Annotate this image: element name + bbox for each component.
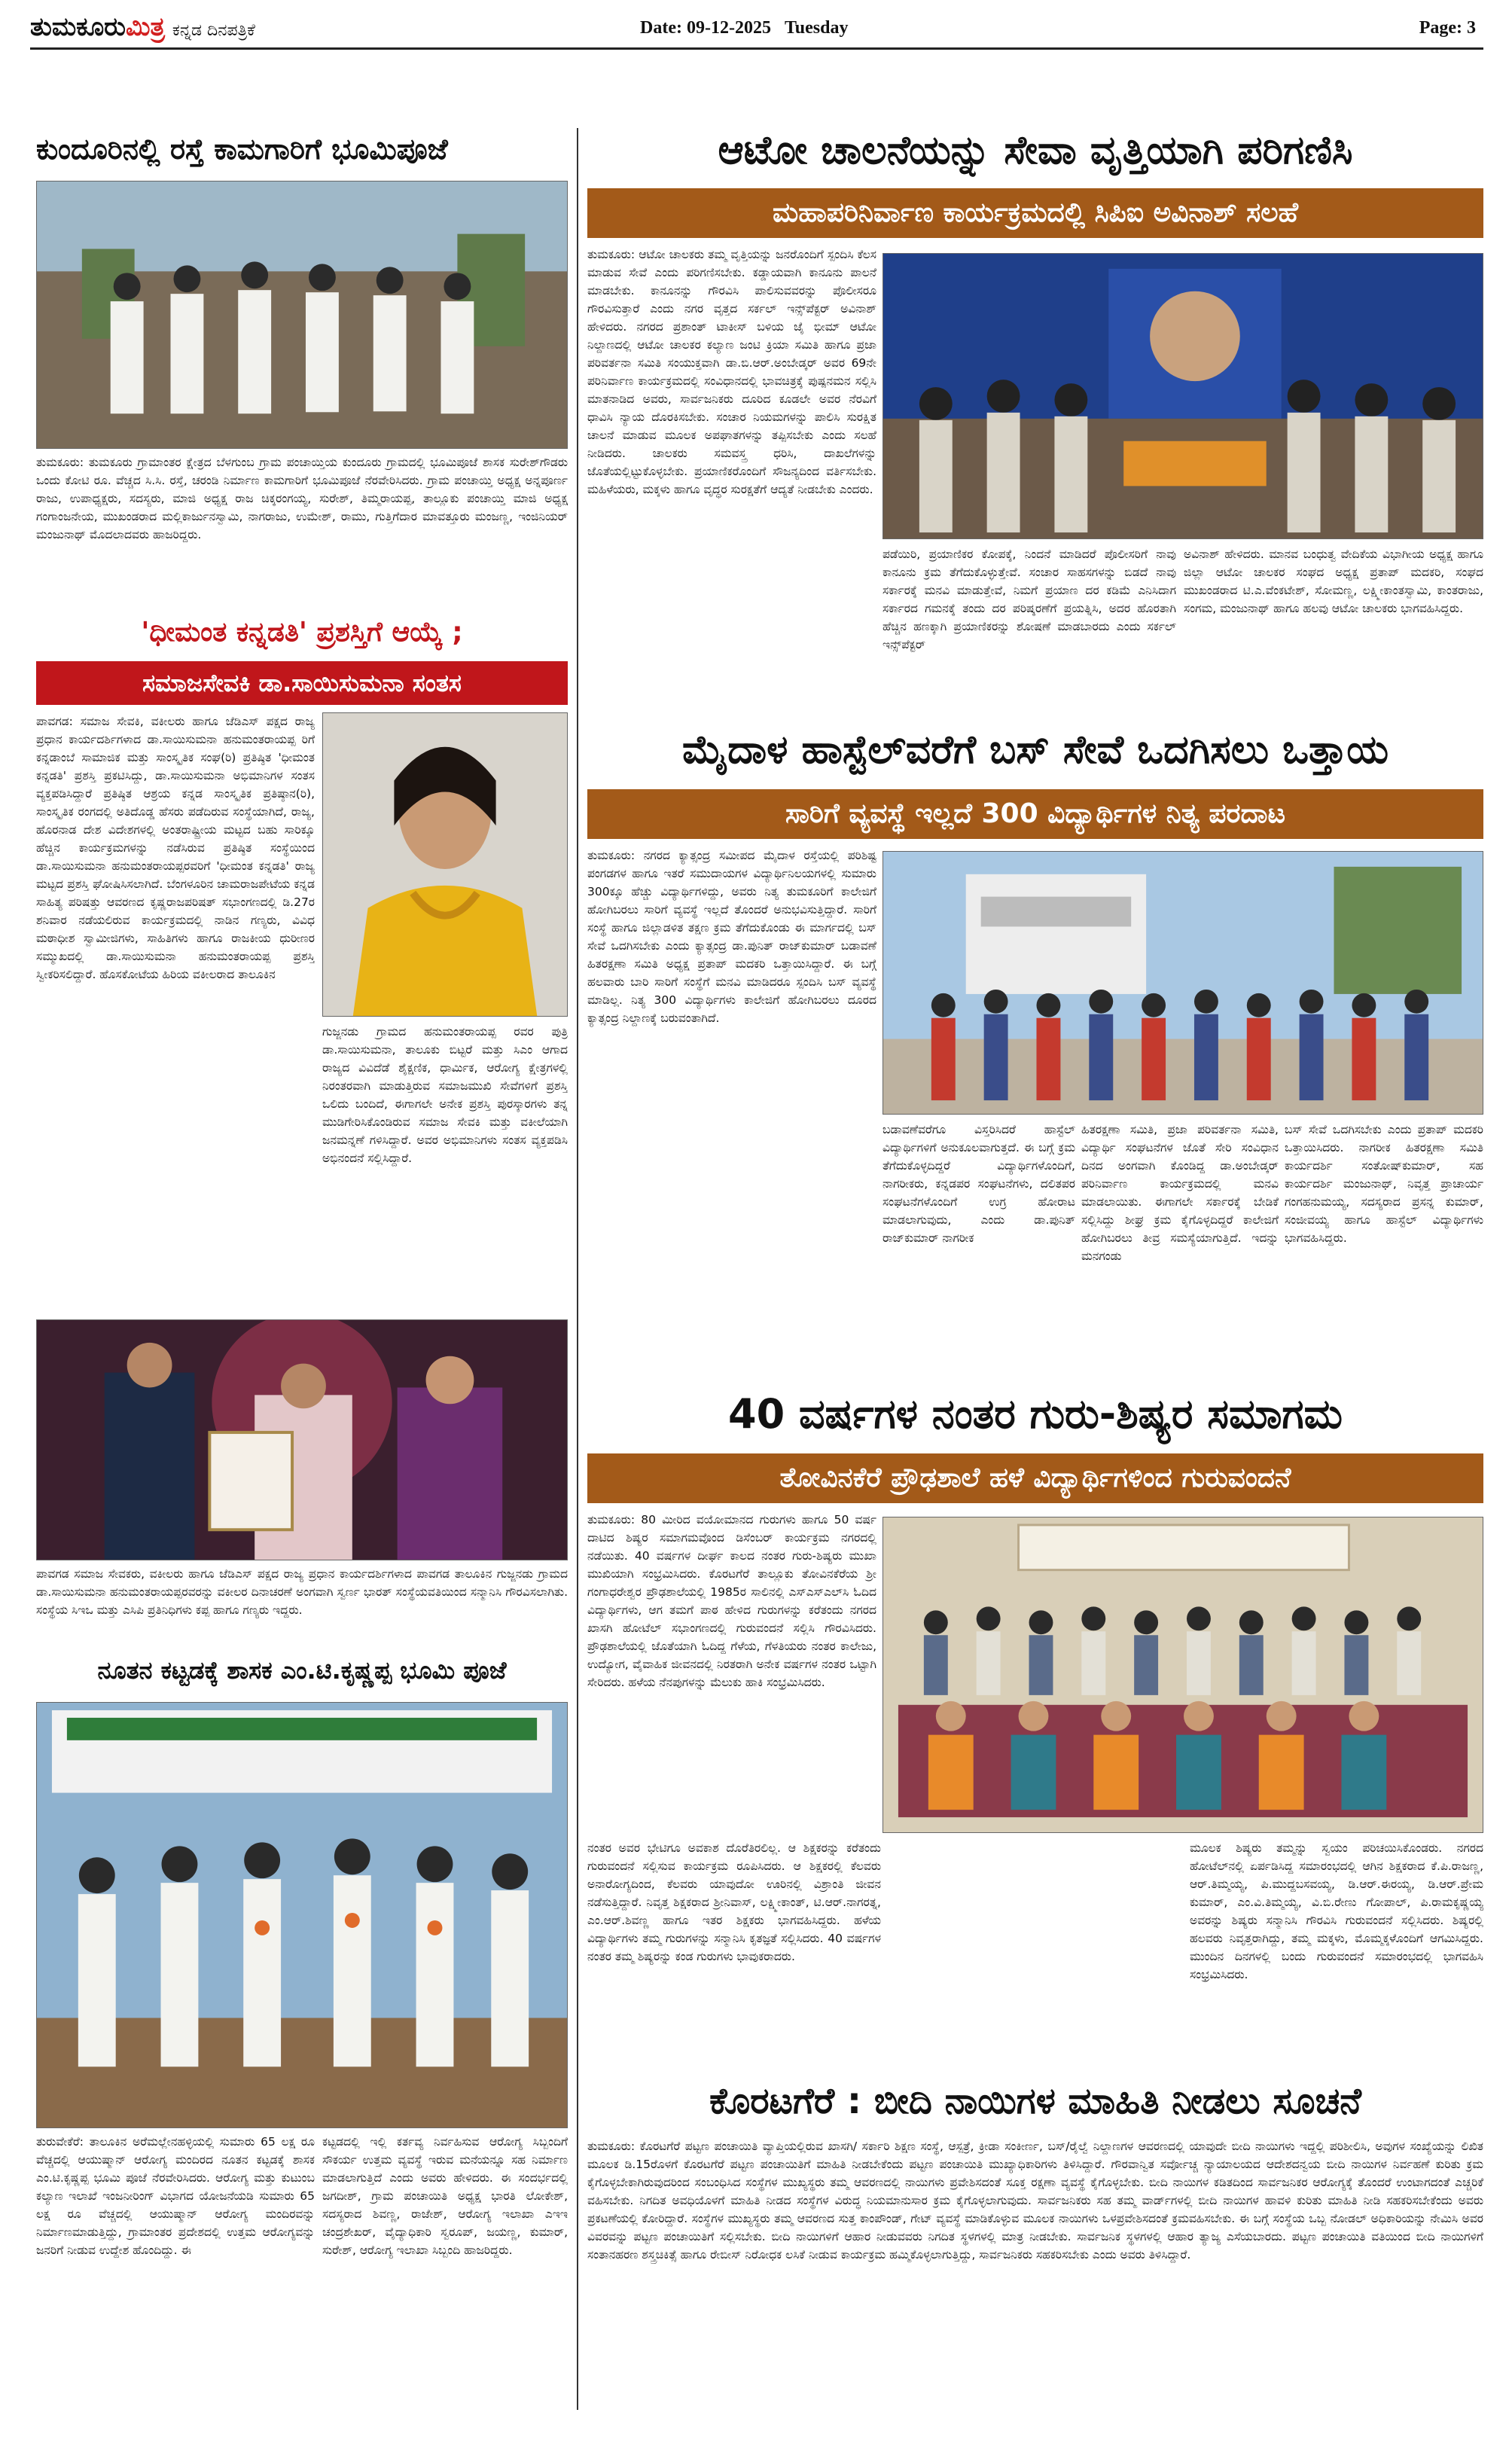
photo-teacher-reunion xyxy=(883,1517,1483,1833)
subhead-award: ಸಮಾಜಸೇವಕಿ ಡಾ.ಸಾಯಿಸುಮನಾ ಸಂತಸ xyxy=(36,661,568,705)
newspaper-logo: ತುಮಕೂರುಮಿತ್ರ ಕನ್ನಡ ದಿನಪತ್ರಿಕೆ xyxy=(30,12,255,42)
issue-date: Date: 09-12-2025 Tuesday xyxy=(640,18,849,38)
article-auto-body-b2: ಅವಿನಾಶ್ ಹೇಳಿದರು. ಮಾನವ ಬಂಧುತ್ವ ವೇದಿಕೆಯ ವಿಭಾಗೀಯ ಅಧ್ಯಕ್ಷ ಹಾಗೂ ಜಿಲ್ಲಾ ಆಟೋ ಚಾಲಕರ ಸಂಘದ ಅಧ್ಯಕ್ಷ ಪ್ರತಾಪ್ ಮದಕರಿ, ಸಂಘದ ಮುಖಂಡರಾದ ಟಿ.ಎ.ವೆಂಕಟೇಶ್, ಸೋಮಣ್ಣ, ಲಕ್ಷ್ಮೀಕಾಂತಸ್ವಾಮಿ, ಕಾಂತರಾಜು, ಸಂಗಮ, ಮಂಜುನಾಥ್ ಹಾಗೂ ಹಲವು ಆಟೋ ಚಾಲಕರು ಭಾಗವಹಿಸಿದ್ದರು. xyxy=(1184,547,1483,615)
article-award-body-right: ಗುಜ್ಜನಡು ಗ್ರಾಮದ ಹನುಮಂತರಾಯಪ್ಪ ರವರ ಪುತ್ರಿ ಡಾ.ಸಾಯಿಸುಮನಾ, ತಾಲೂಕು ಬಿಟ್ಟರೆ ಮತ್ತು ಸಿಎಂ ಆಗಾದ ರಾಜ್ಯದ ವಿವಿದೆಡೆ ಶೈಕ್ಷಣಿಕ, ಧಾರ್ಮಿಕ, ಆರೋಗ್ಯ ಕ್ಷೇತ್ರಗಳಲ್ಲಿ ನಿರಂತರವಾಗಿ ಮಾಡುತ್ತಿರುವ ಸಮಾಜಮುಖಿ ಸೇವೆಗಳಿಗೆ ಪ್ರಶಸ್ತಿ ಒಲಿದು ಬಂದಿದೆ, ಈಗಾಗಲೇ ಅನೇಕ ಪ್ರಶಸ್ತಿ ಪುರಸ್ಕಾರಗಳು ತನ್ನ ಮುಡಿಗೇರಿಸಿಕೊಂಡಿರುವ ಸಮಾಜ ಸೇವಕಿ ಮತ್ತು ವಕೀಲೆಯಾಗಿ ಜನಮನ್ನಣೆ ಗಳಿಸಿದ್ದಾರೆ. ಅವರ ಅಭಿಮಾನಿಗಳು ಸಂತಸ ವ್ಯಕ್ತಪಡಿಸಿ ಅಭಿನಂದನೆ ಸಲ್ಲಿಸಿದ್ದಾರೆ. xyxy=(322,1025,568,1165)
subhead-reunion: ತೋವಿನಕೆರೆ ಪ್ರೌಢಶಾಲೆ ಹಳೆ ವಿದ್ಯಾರ್ಥಿಗಳಿಂದ ಗುರುವಂದನೆ xyxy=(587,1453,1483,1503)
article-award-body-left: ಪಾವಗಡ: ಸಮಾಜ ಸೇವಕಿ, ವಕೀಲರು ಹಾಗೂ ಜೆಡಿಎಸ್ ಪಕ್ಷದ ರಾಜ್ಯ ಪ್ರಧಾನ ಕಾರ್ಯದರ್ಶಿಗಳಾದ ಡಾ.ಸಾಯಿಸುಮನಾ ಹನುಮಂತರಾಯಪ್ಪ ರಿಗೆ ಕನ್ನಡಾಂಬೆ ಸಾಮಾಜಿಕ ಮತ್ತು ಸಾಂಸ್ಕೃತಿಕ ಸಂಘ(ರಿ) ಪ್ರತಿಷ್ಠಿತ 'ಧೀಮಂತ ಕನ್ನಡತಿ' ಪ್ರಶಸ್ತಿ ಪ್ರಕಟಿಸಿದ್ದು, ಡಾ.ಸಾಯಿಸುಮನಾ ಅಭಿಮಾನಿಗಳ ಸಂತಸ ವ್ಯಕ್ತಪಡಿಸಿದ್ದಾರೆ ಪ್ರತಿಷ್ಠಿತ ಆಶ್ರಯ ಕನ್ನಡ ಸಾಂಸ್ಕೃತಿಕ ಪ್ರತಿಷ್ಠಾನ(ರಿ), ಸಾಂಸ್ಕೃತಿಕ ರಂಗದಲ್ಲಿ ಅತಿದೊಡ್ಡ ಹೆಸರು ಪಡೆದಿರುವ ಸಂಸ್ಥೆಯಾಗಿದೆ, ರಾಜ್ಯ, ಹೊರನಾಡ ದೇಶ ವಿದೇಶಗಳಲ್ಲಿ ಅಂತರಾಷ್ಟ್ರೀಯ ಮಟ್ಟದ ಬಹು ಸಾರಿಕ್ಕೂ ಹೆಚ್ಚಿನ ಕಾರ್ಯಕ್ರಮಗಳನ್ನು ನಡೆಸಿರುವ ಪ್ರತಿಷ್ಠಿತ ಸಂಸ್ಥೆಯಿಂದ ಡಾ.ಸಾಯಿಸುಮನಾ ಹನುಮಂತರಾಯಪ್ಪರವರಿಗೆ 'ಧೀಮಂತ ಕನ್ನಡತಿ' ರಾಜ್ಯ ಮಟ್ಟದ ಪ್ರಶಸ್ತಿ ಘೋಷಿಸಿಸಲಾಗಿದೆ. ಬೆಂಗಳೂರಿನ ಚಾಮರಾಜಪೇಟೆಯ ಕನ್ನಡ ಸಾಹಿತ್ಯ ಪರಿಷತ್ತು ಆವರಣದ ಕೃಷ್ಣರಾಜಪರಿಷತ್ ಸಭಾಂಗಣದಲ್ಲಿ ಡಿ.27ರ ಶನಿವಾರ ನಡೆಯಲಿರುವ ಕಾರ್ಯಕ್ರಮದಲ್ಲಿ ನಾಡಿನ ಗಣ್ಯರು, ವಿವಿಧ ಮಠಾಧೀಶ ಸ್ವಾಮೀಜಿಗಳು, ಸಾಹಿತಿಗಳು ಹಾಗೂ ರಾಜಕೀಯ ಧುರೀಣರ ಸಮ್ಮುಖದಲ್ಲಿ ಡಾ.ಸಾಯಿಸುಮನಾ ಹನುಮಂತರಾಯಪ್ಪ ಪ್ರಶಸ್ತಿ ಸ್ವೀಕರಿಸಲಿದ್ದಾರೆ. ಹೊಸಕೋಟೆಯ ಹಿರಿಯ ವಕೀಲರಾದ ತಾಲೂಕಿನ xyxy=(36,715,315,981)
headline-stray-dogs: ಕೊರಟಗೆರೆ : ಬೀದಿ ನಾಯಿಗಳ ಮಾಹಿತಿ ನೀಡಲು ಸೂಚನೆ xyxy=(709,2080,1361,2122)
subhead-bus-service: ಸಾರಿಗೆ ವ್ಯವಸ್ಥೆ ಇಲ್ಲದೆ 300 ವಿದ್ಯಾರ್ಥಿಗಳ ನಿತ್ಯ ಪರದಾಟ xyxy=(587,789,1483,839)
headline-award: 'ಧೀಮಂತ ಕನ್ನಡತಿ' ಪ್ರಶಸ್ತಿಗೆ ಆಯ್ಕೆ ; xyxy=(141,617,463,648)
photo-portrait-saisumana xyxy=(322,712,568,1017)
photo-ambedkar-tribute xyxy=(883,253,1483,539)
photo-bus-demand xyxy=(883,851,1483,1115)
headline-road-work: ಕುಂದೂರಿನಲ್ಲಿ ರಸ್ತೆ ಕಾಮಗಾರಿಗೆ ಭೂಮಿಪೂಜೆ xyxy=(36,133,448,166)
article-auto-body-col: ತುಮಕೂರು: ಆಟೋ ಚಾಲಕರು ತಮ್ಮ ವೃತ್ತಿಯನ್ನು ಜನರೊಂದಿಗೆ ಸ್ಪಂದಿಸಿ ಕೆಲಸ ಮಾಡುವ ಸೇವೆ ಎಂದು ಪರಿಗಣಿಸಬೇಕು. ಕಡ್ಡಾಯವಾಗಿ ಕಾನೂನು ಪಾಲನೆ ಮಾಡಬೇಕು. ಕಾನೂನನ್ನು ಗೌರವಿಸಿ ಪಾಲಿಸುವವರನ್ನು ಪೊಲೀಸರೂ ಗೌರವಿಸುತ್ತಾರೆ ಎಂದು ನಗರ ವೃತ್ತದ ಸರ್ಕಲ್ ಇನ್ಸ್‌ಪೆಕ್ಟರ್ ಅವಿನಾಶ್ ಹೇಳಿದರು. ನಗರದ ಪ್ರಶಾಂತ್ ಟಾಕೀಸ್ ಬಳಿಯ ಜೈ ಭೀಮ್ ಆಟೋ ನಿಲ್ದಾಣದಲ್ಲಿ ಆಟೋ ಚಾಲಕರ ಕಲ್ಯಾಣ ಜಂಟಿ ಕ್ರಿಯಾ ಸಮಿತಿ ಹಾಗೂ ಪ್ರಜಾ ಪರಿವರ್ತನಾ ಸಮಿತಿ ಸಂಯುಕ್ತವಾಗಿ ಡಾ.ಬಿ.ಆರ್.ಅಂಬೇಡ್ಕರ್ ಅವರ 69ನೇ ಪರಿನಿರ್ವಾಣ ಕಾರ್ಯಕ್ರಮದಲ್ಲಿ ಸಂವಿಧಾನದಲ್ಲಿ ಭಾವಚಿತ್ರಕ್ಕೆ ಪುಷ್ಪನಮನ ಸಲ್ಲಿಸಿ ಮಾತನಾಡಿದ ಅವರು, ಸಾರ್ವಜನಿಕರು ದೂರಿದ ಕೂಡಲೇ ಅವರ ನೆರವಿಗೆ ಧಾವಿಸಿ ನ್ಯಾಯ ದೊರಕಿಸಬೇಕು. ಸಂಚಾರ ನಿಯಮಗಳನ್ನು ಪಾಲಿಸಿ ಸುರಕ್ಷಿತ ಚಾಲನೆ ಮಾಡುವ ಮೂಲಕ ಅಪಘಾತಗಳನ್ನು ತಪ್ಪಿಸಬೇಕು ಎಂದು ಸಲಹೆ ನೀಡಿದರು. ಚಾಲಕರು ಸಮವಸ್ತ್ರ ಧರಿಸಿ, ದಾಖಲೆಗಳನ್ನು ಜೊತೆಯಲ್ಲಿಟ್ಟುಕೊಳ್ಳಬೇಕು. ಪ್ರಯಾಣಿಕರೊಂದಿಗೆ ಸೌಜನ್ಯದಿಂದ ವರ್ತಿಸಬೇಕು. ಮಹಿಳೆಯರು, ಮಕ್ಕಳು ಹಾಗೂ ವೃದ್ಧರ ಸುರಕ್ಷತೆಗೆ ಆದ್ಯತೆ ನೀಡಬೇಕು ಎಂದರು. xyxy=(587,248,876,496)
article-stray-dogs-body: ತುಮಕೂರು: ಕೊರಟಗೆರೆ ಪಟ್ಟಣ ಪಂಚಾಯಿತಿ ವ್ಯಾಪ್ತಿಯಲ್ಲಿರುವ ಖಾಸಗಿ/ ಸರ್ಕಾರಿ ಶಿಕ್ಷಣ ಸಂಸ್ಥೆ, ಆಸ್ಪತ್ರೆ, ಕ್ರೀಡಾ ಸಂಕೀರ್ಣ, ಬಸ್/ರೈಲ್ವೆ ನಿಲ್ದಾಣಗಳ ಆವರಣದಲ್ಲಿ ಯಾವುದೇ ಬೀದಿ ನಾಯಿಗಳು ಇದ್ದಲ್ಲಿ ಪರಿಶೀಲಿಸಿ, ಅವುಗಳ ಸಂಖ್ಯೆಯನ್ನು ಲಿಖಿತ ಮೂಲಕ ಡಿ.15ರೊಳಗೆ ಕೊರಟಗೆರೆ ಪಟ್ಟಣ ಪಂಚಾಯಿತಿಗೆ ಮಾಹಿತಿ ನೀಡಬೇಕೆಂದು ಪಟ್ಟಣ ಪಂಚಾಯಿತಿ ಮುಖ್ಯಾಧಿಕಾರಿಗಳು ತಿಳಿಸಿದ್ದಾರೆ. ಗೌರವಾನ್ವಿತ ಸರ್ವೋಚ್ಚ ನ್ಯಾಯಾಲಯದ ಆದೇಶದನ್ವಯ ಬೀದಿ ನಾಯಿಗಳ ನಿರ್ವಹಣೆ ಕುರಿತು ಕ್ರಮ ಕೈಗೊಳ್ಳಬೇಕಾಗಿರುವುದರಿಂದ ಸಂಬಂಧಿಸಿದ ಸಂಸ್ಥೆಗಳ ಮುಖ್ಯಸ್ಥರು ತಮ್ಮ ಆವರಣದಲ್ಲಿ ನಾಯಿಗಳು ಪ್ರವೇಶಿಸದಂತೆ ಸೂಕ್ತ ರಕ್ಷಣಾ ವ್ಯವಸ್ಥೆ ಕೈಗೊಳ್ಳಬೇಕು. ಬೀದಿ ನಾಯಿಗಳ ಕಡಿತದಿಂದ ಸಾರ್ವಜನಿಕರ ಆರೋಗ್ಯಕ್ಕೆ ತೊಂದರೆ ಉಂಟಾಗದಂತೆ ಎಚ್ಚರಿಕೆ ವಹಿಸಬೇಕು. ನಿಗದಿತ ಅವಧಿಯೊಳಗೆ ಮಾಹಿತಿ ನೀಡದ ಸಂಸ್ಥೆಗಳ ವಿರುದ್ಧ ನಿಯಮಾನುಸಾರ ಕ್ರಮ ಕೈಗೊಳ್ಳಲಾಗುವುದು. ಸಾರ್ವಜನಿಕರು ಸಹ ತಮ್ಮ ವಾರ್ಡ್‌ಗಳಲ್ಲಿ ಬೀದಿ ನಾಯಿಗಳ ಹಾವಳಿ ಕುರಿತು ಮಾಹಿತಿ ನೀಡಿ ಸಹಕರಿಸಬೇಕೆಂದು ಅವರು ಪ್ರಕಟಣೆಯಲ್ಲಿ ಕೋರಿದ್ದಾರೆ. ಸಂಸ್ಥೆಗಳ ಮುಖ್ಯಸ್ಥರು ತಮ್ಮ ಆವರಣದ ಸುತ್ತ ಕಾಂಪೌಂಡ್, ಗೇಟ್ ವ್ಯವಸ್ಥೆ ಮಾಡಿಕೊಳ್ಳುವ ಮೂಲಕ ನಾಯಿಗಳು ಒಳಪ್ರವೇಶಿಸದಂತೆ ಕ್ರಮವಹಿಸಬೇಕು. ಈ ಬಗ್ಗೆ ಸಂಸ್ಥೆಯ ಒಬ್ಬ ನೋಡಲ್ ಅಧಿಕಾರಿಯನ್ನು ನೇಮಿಸಿ ಅವರ ವಿವರವನ್ನು ಪಟ್ಟಣ ಪಂಚಾಯಿತಿಗೆ ಸಲ್ಲಿಸಬೇಕು. ಬೀದಿ ನಾಯಿಗಳಿಗೆ ಆಹಾರ ನೀಡುವವರು ನಿಗದಿತ ಸ್ಥಳಗಳಲ್ಲಿ ಮಾತ್ರ ನೀಡಬೇಕು. ಸಾರ್ವಜನಿಕ ಸ್ಥಳಗಳಲ್ಲಿ ಆಹಾರ ತ್ಯಾಜ್ಯ ಎಸೆಯಬಾರದು. ಪಟ್ಟಣ ಪಂಚಾಯಿತಿ ವತಿಯಿಂದ ಬೀದಿ ನಾಯಿಗಳಿಗೆ ಸಂತಾನಹರಣ ಶಸ್ತ್ರಚಿಕಿತ್ಸೆ ಹಾಗೂ ರೇಬೀಸ್ ನಿರೋಧಕ ಲಸಿಕೆ ನೀಡುವ ಕಾರ್ಯಕ್ರಮ ಹಮ್ಮಿಕೊಳ್ಳಲಾಗುತ್ತಿದ್ದು, ಸಾರ್ವಜನಿಕರು ಸಹಕರಿಸಬೇಕು ಎಂದು ಅವರು ತಿಳಿಸಿದ್ದಾರೆ. xyxy=(587,2140,1483,2262)
article-auto-body-b1: ಪಡೆಯಿರಿ, ಪ್ರಯಾಣಿಕರ ಕೋಪಕ್ಕೆ, ನಿಂದನೆ ಮಾಡಿದರೆ ಪೊಲೀಸರಿಗೆ ನಾವು ಕಾನೂನು ಕ್ರಮ ತೆಗೆದುಕೊಳ್ಳುತ್ತೇವೆ. ಸಂಚಾರ ಸಾಹಸಗಳನ್ನು ಬಿಡದೆ ನಾವು ಸರ್ಕಾರಕ್ಕೆ ಮನವಿ ಮಾಡುತ್ತೇವೆ, ನಿಮಗೆ ಪ್ರಯಾಣ ದರ ಕಡಿಮೆ ಎನಿಸಿದಾಗ ಸರ್ಕಾರದ ಗಮನಕ್ಕೆ ತಂದು ದರ ಪರಿಷ್ಕರಣೆಗೆ ಪ್ರಯತ್ನಿಸಿ, ಅದರ ಹೊರತಾಗಿ ಹೆಚ್ಚಿನ ಹಣಕ್ಕಾಗಿ ಪ್ರಯಾಣಿಕರನ್ನು ಶೋಷಣೆ ಮಾಡಬಾರದು ಎಂದು ಸರ್ಕಲ್ ಇನ್ಸ್‌ಪೆಕ್ಟರ್ xyxy=(883,547,1176,651)
headline-new-building: ನೂತನ ಕಟ್ಟಡಕ್ಕೆ ಶಾಸಕ ಎಂ.ಟಿ.ಕೃಷ್ಣಪ್ಪ ಭೂಮಿ ಪೂಜೆ xyxy=(97,1656,507,1685)
page-number: Page: 3 xyxy=(1419,18,1476,38)
article-reunion-body-col: ತುಮಕೂರು: 80 ಮೀರಿದ ವಯೋಮಾನದ ಗುರುಗಳು ಹಾಗೂ 50 ವರ್ಷ ದಾಟಿದ ಶಿಷ್ಯರ ಸಮಾಗಮವೊಂದ ಡಿಸೆಂಬರ್ ಕಾರ್ಯಕ್ರಮ ನಗರದಲ್ಲಿ ನಡೆಯಿತು. 40 ವರ್ಷಗಳ ದೀರ್ಘ ಕಾಲದ ನಂತರ ಗುರು-ಶಿಷ್ಯರು ಮುಖಾ ಮುಖಿಯಾಗಿ ಸಂಭ್ರಮಿಸಿದರು. ಕೊರಟಗೆರೆ ತಾಲ್ಲೂಕು ತೋವಿನಕೆರೆಯ ಶ್ರೀ ಗಂಗಾಧರೇಶ್ವರ ಪ್ರೌಢಶಾಲೆಯಲ್ಲಿ 1985ರ ಸಾಲಿನಲ್ಲಿ ಎಸ್‌ಎಸ್‌ಎಲ್‌ಸಿ ಓದಿದ ವಿದ್ಯಾರ್ಥಿಗಳು, ಆಗ ತಮಗೆ ಪಾಠ ಹೇಳಿದ ಗುರುಗಳನ್ನು ಕರೆತಂದು ನಗರದ ಖಾಸಗಿ ಹೋಟೆಲ್ ಸಭಾಂಗಣದಲ್ಲಿ ಗುರುವಂದನೆ ಸಲ್ಲಿಸಿ ಗೌರವಿಸಿದರು. ಪ್ರೌಢಶಾಲೆಯಲ್ಲಿ ಜೊತೆಯಾಗಿ ಓದಿದ್ದ ಗೆಳೆಯ, ಗೆಳತಿಯರು ನಂತರ ಕಾಲೇಜು, ಉದ್ಯೋಗ, ವೈವಾಹಿಕ ಜೀವನದಲ್ಲಿ ನಿರತರಾಗಿ ಅನೇಕ ವರ್ಷಗಳ ನಂತರ ಒಟ್ಟಾಗಿ ಸೇರಿದರು. ಹಳೆಯ ನೆನಪುಗಳನ್ನು ಮೆಲುಕು ಹಾಕಿ ಸಂಭ್ರಮಿಸಿದರು. xyxy=(587,1513,876,1689)
photo-building-bhoomipooje xyxy=(36,1702,568,2128)
headline-reunion: 40 ವರ್ಷಗಳ ನಂತರ ಗುರು-ಶಿಷ್ಯರ ಸಮಾಗಮ xyxy=(728,1390,1343,1438)
photo-award-felicitation xyxy=(36,1319,568,1560)
headline-bus-service: ಮೈದಾಳ ಹಾಸ್ಟೆಲ್‌ವರೆಗೆ ಬಸ್ ಸೇವೆ ಒದಗಿಸಲು ಒತ್ತಾಯ xyxy=(681,727,1389,773)
article-bus-body-col: ತುಮಕೂರು: ನಗರದ ಕ್ಯಾತ್ಸಂದ್ರ ಸಮೀಪದ ಮೈದಾಳ ರಸ್ತೆಯಲ್ಲಿ ಪರಿಶಿಷ್ಟ ಪಂಗಡಗಳ ಹಾಗೂ ಇತರೆ ಸಮುದಾಯಗಳ ವಿದ್ಯಾರ್ಥಿನಿಲಯಗಳಲ್ಲಿ ಸುಮಾರು 300ಕ್ಕೂ ಹೆಚ್ಚು ವಿದ್ಯಾರ್ಥಿಗಳಿದ್ದು, ಅವರು ನಿತ್ಯ ತುಮಕೂರಿಗೆ ಕಾಲೇಜಿಗೆ ಹೋಗಿಬರಲು ಸಾರಿಗೆ ವ್ಯವಸ್ಥೆ ಇಲ್ಲದೆ ತೊಂದರೆ ಅನುಭವಿಸುತ್ತಿದ್ದಾರೆ. ಸಾರಿಗೆ ಸಂಸ್ಥೆ ಹಾಗೂ ಜಿಲ್ಲಾಡಳಿತ ತಕ್ಷಣ ಕ್ರಮ ತೆಗೆದುಕೊಂಡು ಈ ಮಾರ್ಗದಲ್ಲಿ ಬಸ್ ಸೇವೆ ಒದಗಿಸಬೇಕು ಎಂದು ಕ್ಯಾತ್ಸಂದ್ರ ಡಾ.ಪುನಿತ್ ರಾಜ್‌ಕುಮಾರ್ ಬಡಾವಣೆ ಹಿತರಕ್ಷಣಾ ಸಮಿತಿ ಅಧ್ಯಕ್ಷ ಪ್ರತಾಪ್ ಮದಕರಿ ಒತ್ತಾಯಿಸಿದ್ದಾರೆ. ಈ ಬಗ್ಗೆ ಹಲವಾರು ಬಾರಿ ಸಾರಿಗೆ ಸಂಸ್ಥೆಗೆ ಮನವಿ ಮಾಡಿದರೂ ಸ್ಪಂದಿಸಿ ಬಸ್ ವ್ಯವಸ್ಥೆ ಮಾಡಿಲ್ಲ. ನಿತ್ಯ 300 ವಿದ್ಯಾರ್ಥಿಗಳು ಕಾಲೇಜಿಗೆ ಹೋಗಿಬರಲು ದೂರದ ಕ್ಯಾತ್ಸಂದ್ರ ನಿಲ್ದಾಣಕ್ಕೆ ಬರುವಂತಾಗಿದೆ. xyxy=(587,849,876,1025)
photo-road-bhoomipooje xyxy=(36,181,568,449)
article-road-work-body: ತುಮಕೂರು: ತುಮಕೂರು ಗ್ರಾಮಾಂತರ ಕ್ಷೇತ್ರದ ಬೆಳಗುಂಬ ಗ್ರಾಮ ಪಂಚಾಯ್ತಿಯ ಕುಂದೂರು ಗ್ರಾಮದಲ್ಲಿ ಭೂಮಿಪೂಜೆ ಶಾಸಕ ಸುರೇಶ್‌ಗೌಡರು ಒಂದು ಕೋಟಿ ರೂ. ವೆಚ್ಚದ ಸಿ.ಸಿ. ರಸ್ತೆ, ಚರಂಡಿ ನಿರ್ಮಾಣ ಕಾಮಗಾರಿಗೆ ಭೂಮಿಪೂಜೆ ನೆರವೇರಿಸಿದರು. ಗ್ರಾಮ ಪಂಚಾಯ್ತಿ ಅಧ್ಯಕ್ಷ ಅನ್ನಪೂರ್ಣ ರಾಜು, ಉಪಾಧ್ಯಕ್ಷರು, ಸದಸ್ಯರು, ಮಾಜಿ ಅಧ್ಯಕ್ಷ ರಾಜ ಚಿಕ್ಕರಂಗಯ್ಯ, ಸುರೇಶ್, ತಿಮ್ಮರಾಯಪ್ಪ, ತಾಲ್ಲೂಕು ಪಂಚಾಯ್ತಿ ಮಾಜಿ ಅಧ್ಯಕ್ಷ ಗಂಗಾಂಜನೇಯ, ಮುಖಂಡರಾದ ಮಲ್ಲಿಕಾರ್ಜುನಸ್ವಾಮಿ, ನಾಗರಾಜು, ಉಮೇಶ್, ರಾಮು, ಗುತ್ತಿಗೆದಾರ ಮಾವತ್ತೂರು ಮಂಜಣ್ಣ, ಇಂಜಿನಿಯರ್ ಮಂಜುನಾಥ್ ಮೊದಲಾದವರು ಹಾಜರಿದ್ದರು. xyxy=(36,456,568,541)
headline-auto-drivers: ಆಟೋ ಚಾಲನೆಯನ್ನು ಸೇವಾ ವೃತ್ತಿಯಾಗಿ ಪರಿಗಣಿಸಿ xyxy=(718,128,1353,173)
article-new-building-body-right: ಕಟ್ಟಡದಲ್ಲಿ ಇಲ್ಲಿ ಕರ್ತವ್ಯ ನಿರ್ವಹಿಸುವ ಆರೋಗ್ಯ ಸಿಬ್ಬಂದಿಗೆ ಸೌಕರ್ಯ ಉತ್ತಮ ವ್ಯವಸ್ಥೆ ಇರುವ ಮನೆಯನ್ನೂ ಸಹ ನಿರ್ಮಾಣ ಮಾಡಲಾಗುತ್ತಿದೆ ಎಂದು ಅವರು ಹೇಳಿದರು. ಈ ಸಂದರ್ಭದಲ್ಲಿ ಜಗದೀಶ್, ಗ್ರಾಮ ಪಂಚಾಯಿತಿ ಅಧ್ಯಕ್ಷ ಭಾರತಿ ಲೋಕೇಶ್, ಸದಸ್ಯರಾದ ಶಿವಣ್ಣ, ರಾಜೇಶ್, ಆರೋಗ್ಯ ಇಲಾಖಾ ಎಇಇ ಚಂದ್ರಶೇಖರ್, ವೈದ್ಯಾಧಿಕಾರಿ ಸ್ವರೂಪ್, ಜಯಣ್ಣ, ಕುಮಾರ್, ಸುರೇಶ್, ಆರೋಗ್ಯ ಇಲಾಖಾ ಸಿಬ್ಬಂದಿ ಹಾಜರಿದ್ದರು. xyxy=(322,2135,568,2257)
article-new-building-body-left: ತುರುವೇಕೆರೆ: ತಾಲೂಕಿನ ಅರೆಮಲ್ಲೇನಹಳ್ಳಿಯಲ್ಲಿ ಸುಮಾರು 65 ಲಕ್ಷ ರೂ ವೆಚ್ಚದಲ್ಲಿ ಆಯುಷ್ಮಾನ್ ಆರೋಗ್ಯ ಮಂದಿರದ ನೂತನ ಕಟ್ಟಡಕ್ಕೆ ಶಾಸಕ ಎಂ.ಟಿ.ಕೃಷ್ಣಪ್ಪ ಭೂಮಿ ಪೂಜೆ ನೆರವೇರಿಸಿದರು. ಆರೋಗ್ಯ ಮತ್ತು ಕುಟುಂಬ ಕಲ್ಯಾಣ ಇಲಾಖೆ ಇಂಜನೀರಿಂಗ್ ವಿಭಾಗದ ಯೋಜನೆಯಡಿ ಸುಮಾರು 65 ಲಕ್ಷ ರೂ ವೆಚ್ಚದಲ್ಲಿ ಆಯುಷ್ಮಾನ್ ಆರೋಗ್ಯ ಮಂದಿರವನ್ನು ನಿರ್ಮಾಣಮಾಡುತ್ತಿದ್ದು, ಗ್ರಾಮಾಂತರ ಪ್ರದೇಶದಲ್ಲಿ ಉತ್ತಮ ಆರೋಗ್ಯವನ್ನು ಜನರಿಗೆ ನೀಡುವ ಉದ್ದೇಶ ಹೊಂದಿದ್ದು. ಈ xyxy=(36,2135,315,2257)
article-reunion-body-b1: ನಂತರ ಅವರ ಭೇಟಿಗೂ ಅವಕಾಶ ದೊರೆತಿರಲಿಲ್ಲ. ಆ ಶಿಕ್ಷಕರನ್ನು ಕರೆತಂದು ಗುರುವಂದನೆ ಸಲ್ಲಿಸುವ ಕಾರ್ಯಕ್ರಮ ರೂಪಿಸಿದರು. ಆ ಶಿಕ್ಷಕರಲ್ಲಿ ಕೆಲವರು ಅನಾರೋಗ್ಯದಿಂದ, ಕೆಲವರು ಯಾವುದೋ ಊರಿನಲ್ಲಿ ವಿಶ್ರಾಂತಿ ಜೀವನ ನಡೆಸುತ್ತಿದ್ದಾರೆ. ನಿವೃತ್ತ ಶಿಕ್ಷಕರಾದ ಶ್ರೀನಿವಾಸ್, ಲಕ್ಷ್ಮೀಕಾಂತ್, ಟಿ.ಆರ್.ನಾಗರತ್ನ, ಎಂ.ಆರ್.ಶಿವಣ್ಣ ಹಾಗೂ ಇತರ ಶಿಕ್ಷಕರು ಭಾಗವಹಿಸಿದ್ದರು. ಹಳೆಯ ವಿದ್ಯಾರ್ಥಿಗಳು ತಮ್ಮ ಗುರುಗಳನ್ನು ಸನ್ಮಾನಿಸಿ ಕೃತಜ್ಞತೆ ಸಲ್ಲಿಸಿದರು. 40 ವರ್ಷಗಳ ನಂತರ ತಮ್ಮ ಶಿಷ್ಯರನ್ನು ಕಂಡ ಗುರುಗಳು ಭಾವುಕರಾದರು. xyxy=(587,1841,881,1963)
article-bus-body-b3: ಬಸ್ ಸೇವೆ ಒದಗಿಸಬೇಕು ಎಂದು ಪ್ರತಾಪ್ ಮದಕರಿ ಒತ್ತಾಯಿಸಿದರು. ನಾಗರೀಕ ಹಿತರಕ್ಷಣಾ ಸಮಿತಿ ಕಾರ್ಯದರ್ಶಿ ಸಂತೋಷ್‌ಕುಮಾರ್, ಸಹ ಕಾರ್ಯದರ್ಶಿ ಮಂಜುನಾಥ್, ನಿವೃತ್ತ ಪ್ರಾಚಾರ್ಯ ಗಂಗಹನುಮಯ್ಯ, ಸದಸ್ಯರಾದ ಪ್ರಸನ್ನ ಕುಮಾರ್, ಸಂಜೀವಯ್ಯ ಹಾಗೂ ಹಾಸ್ಟೆಲ್ ವಿದ್ಯಾರ್ಥಿಗಳು ಭಾಗವಹಿಸಿದ್ದರು. xyxy=(1285,1123,1483,1245)
photo-award-caption: ಪಾವಗಡ ಸಮಾಜ ಸೇವಕರು, ವಕೀಲರು ಹಾಗೂ ಜೆಡಿಎಸ್ ಪಕ್ಷದ ರಾಜ್ಯ ಪ್ರಧಾನ ಕಾರ್ಯದರ್ಶಿಗಳಾದ ಪಾವಗಡ ತಾಲೂಕಿನ ಗುಜ್ಜನಡು ಗ್ರಾಮದ ಡಾ.ಸಾಯಿಸುಮನಾ ಹನುಮಂತರಾಯಪ್ಪರವರನ್ನು ವಕೀಲರ ದಿನಾಚರಣೆ ಅಂಗವಾಗಿ ಸ್ವರ್ಣ ಭಾರತ್ ಸಂಸ್ಥೆಯವತಿಯಿಂದ ಸನ್ಮಾನಿಸಿ ಗೌರವಿಸಲಾಗಿತು. ಸಂಸ್ಥೆಯ ಸಿಇಒ ಮತ್ತು ಎಸಿಪಿ ಪ್ರತಿನಿಧಿಗಳು ಕಪ್ಪ ಹಾಗೂ ಗಣ್ಯರು ಇದ್ದರು. xyxy=(36,1567,568,1617)
article-bus-body-b2: ಹಿತರಕ್ಷಣಾ ಸಮಿತಿ, ಪ್ರಜಾ ಪರಿವರ್ತನಾ ಸಮಿತಿ, ವಿದ್ಯಾರ್ಥಿ ಸಂಘಟನೆಗಳ ಜೊತೆ ಸೇರಿ ಸಂವಿಧಾನ ದಿನದ ಅಂಗವಾಗಿ ಕೊಂಡಿದ್ದ ಡಾ.ಅಂಬೇಡ್ಕರ್ ಪರಿನಿರ್ವಾಣ ಕಾರ್ಯಕ್ರಮದಲ್ಲಿ ಮನವಿ ಮಾಡಲಾಯಿತು. ಈಗಾಗಲೇ ಸರ್ಕಾರಕ್ಕೆ ಬೇಡಿಕೆ ಸಲ್ಲಿಸಿದ್ದು ಶೀಘ್ರ ಕ್ರಮ ಕೈಗೊಳ್ಳದಿದ್ದರೆ ಕಾಲೇಜಿಗೆ ಹೋಗಿಬರಲು ತೀವ್ರ ಸಮಸ್ಯೆಯಾಗುತ್ತಿದೆ. ಇದನ್ನು ಮನಗಂಡು xyxy=(1081,1123,1279,1263)
subhead-auto-drivers: ಮಹಾಪರಿನಿರ್ವಾಣ ಕಾರ್ಯಕ್ರಮದಲ್ಲಿ ಸಿಪಿಐ ಅವಿನಾಶ್ ಸಲಹೆ xyxy=(587,188,1483,238)
column-divider xyxy=(577,128,578,2410)
article-bus-body-b1: ಬಡಾವಣೆವರೆಗೂ ವಿಸ್ತರಿಸಿದರೆ ಹಾಸ್ಟೆಲ್ ವಿದ್ಯಾರ್ಥಿಗಳಿಗೆ ಅನುಕೂಲವಾಗುತ್ತದೆ. ಈ ಬಗ್ಗೆ ಕ್ರಮ ತೆಗೆದುಕೊಳ್ಳದಿದ್ದರೆ ವಿದ್ಯಾರ್ಥಿಗಳೊಂದಿಗೆ, ನಾಗರೀಕರು, ಕನ್ನಡಪರ ಸಂಘಟನೆಗಳು, ದಲಿತಪರ ಸಂಘಟನೆಗಳೊಂದಿಗೆ ಉಗ್ರ ಹೋರಾಟ ಮಾಡಲಾಗುವುದು, ಎಂದು ಡಾ.ಪುನಿತ್ ರಾಜ್‌ಕುಮಾರ್ ನಾಗರೀಕ xyxy=(883,1123,1075,1245)
masthead xyxy=(30,11,1483,50)
article-reunion-body-b2: ಮೂಲಕ ಶಿಷ್ಯರು ತಮ್ಮನ್ನು ಸ್ವಯಂ ಪರಿಚಯಿಸಿಕೊಂಡರು. ನಗರದ ಹೋಟೆಲ್‌ನಲ್ಲಿ ಏರ್ಪಡಿಸಿದ್ದ ಸಮಾರಂಭದಲ್ಲಿ ಆಗಿನ ಶಿಕ್ಷಕರಾದ ಕೆ.ಪಿ.ರಾಜಣ್ಣ, ಆರ್.ತಿಮ್ಮಯ್ಯ, ಪಿ.ಮುದ್ದಬಸವಯ್ಯ, ಡಿ.ಆರ್.ಈರಯ್ಯ, ಡಿ.ಆರ್.ಪ್ರೇಮ ಕುಮಾರ್, ಎಂ.ವಿ.ತಿಮ್ಮಯ್ಯ, ವಿ.ಬಿ.ರೇಣು ಗೋಪಾಲ್, ಪಿ.ರಾಮಕೃಷ್ಣಯ್ಯ ಅವರನ್ನು ಶಿಷ್ಯರು ಸನ್ಮಾನಿಸಿ ಗೌರವಿಸಿ ಗುರುವಂದನೆ ಸಲ್ಲಿಸಿದರು. ಶಿಷ್ಯರಲ್ಲಿ ಹಲವರು ನಿವೃತ್ತರಾಗಿದ್ದು, ತಮ್ಮ ಮಕ್ಕಳು, ಮೊಮ್ಮಕ್ಕಳೊಂದಿಗೆ ಆಗಮಿಸಿದ್ದರು. ಮುಂದಿನ ದಿನಗಳಲ್ಲಿ ಬಂದು ಗುರುವಂದನೆ ಸಮಾರಂಭದಲ್ಲಿ ಭಾಗವಹಿಸಿ ಸಂಭ್ರಮಿಸಿದರು. xyxy=(1190,1841,1483,1981)
